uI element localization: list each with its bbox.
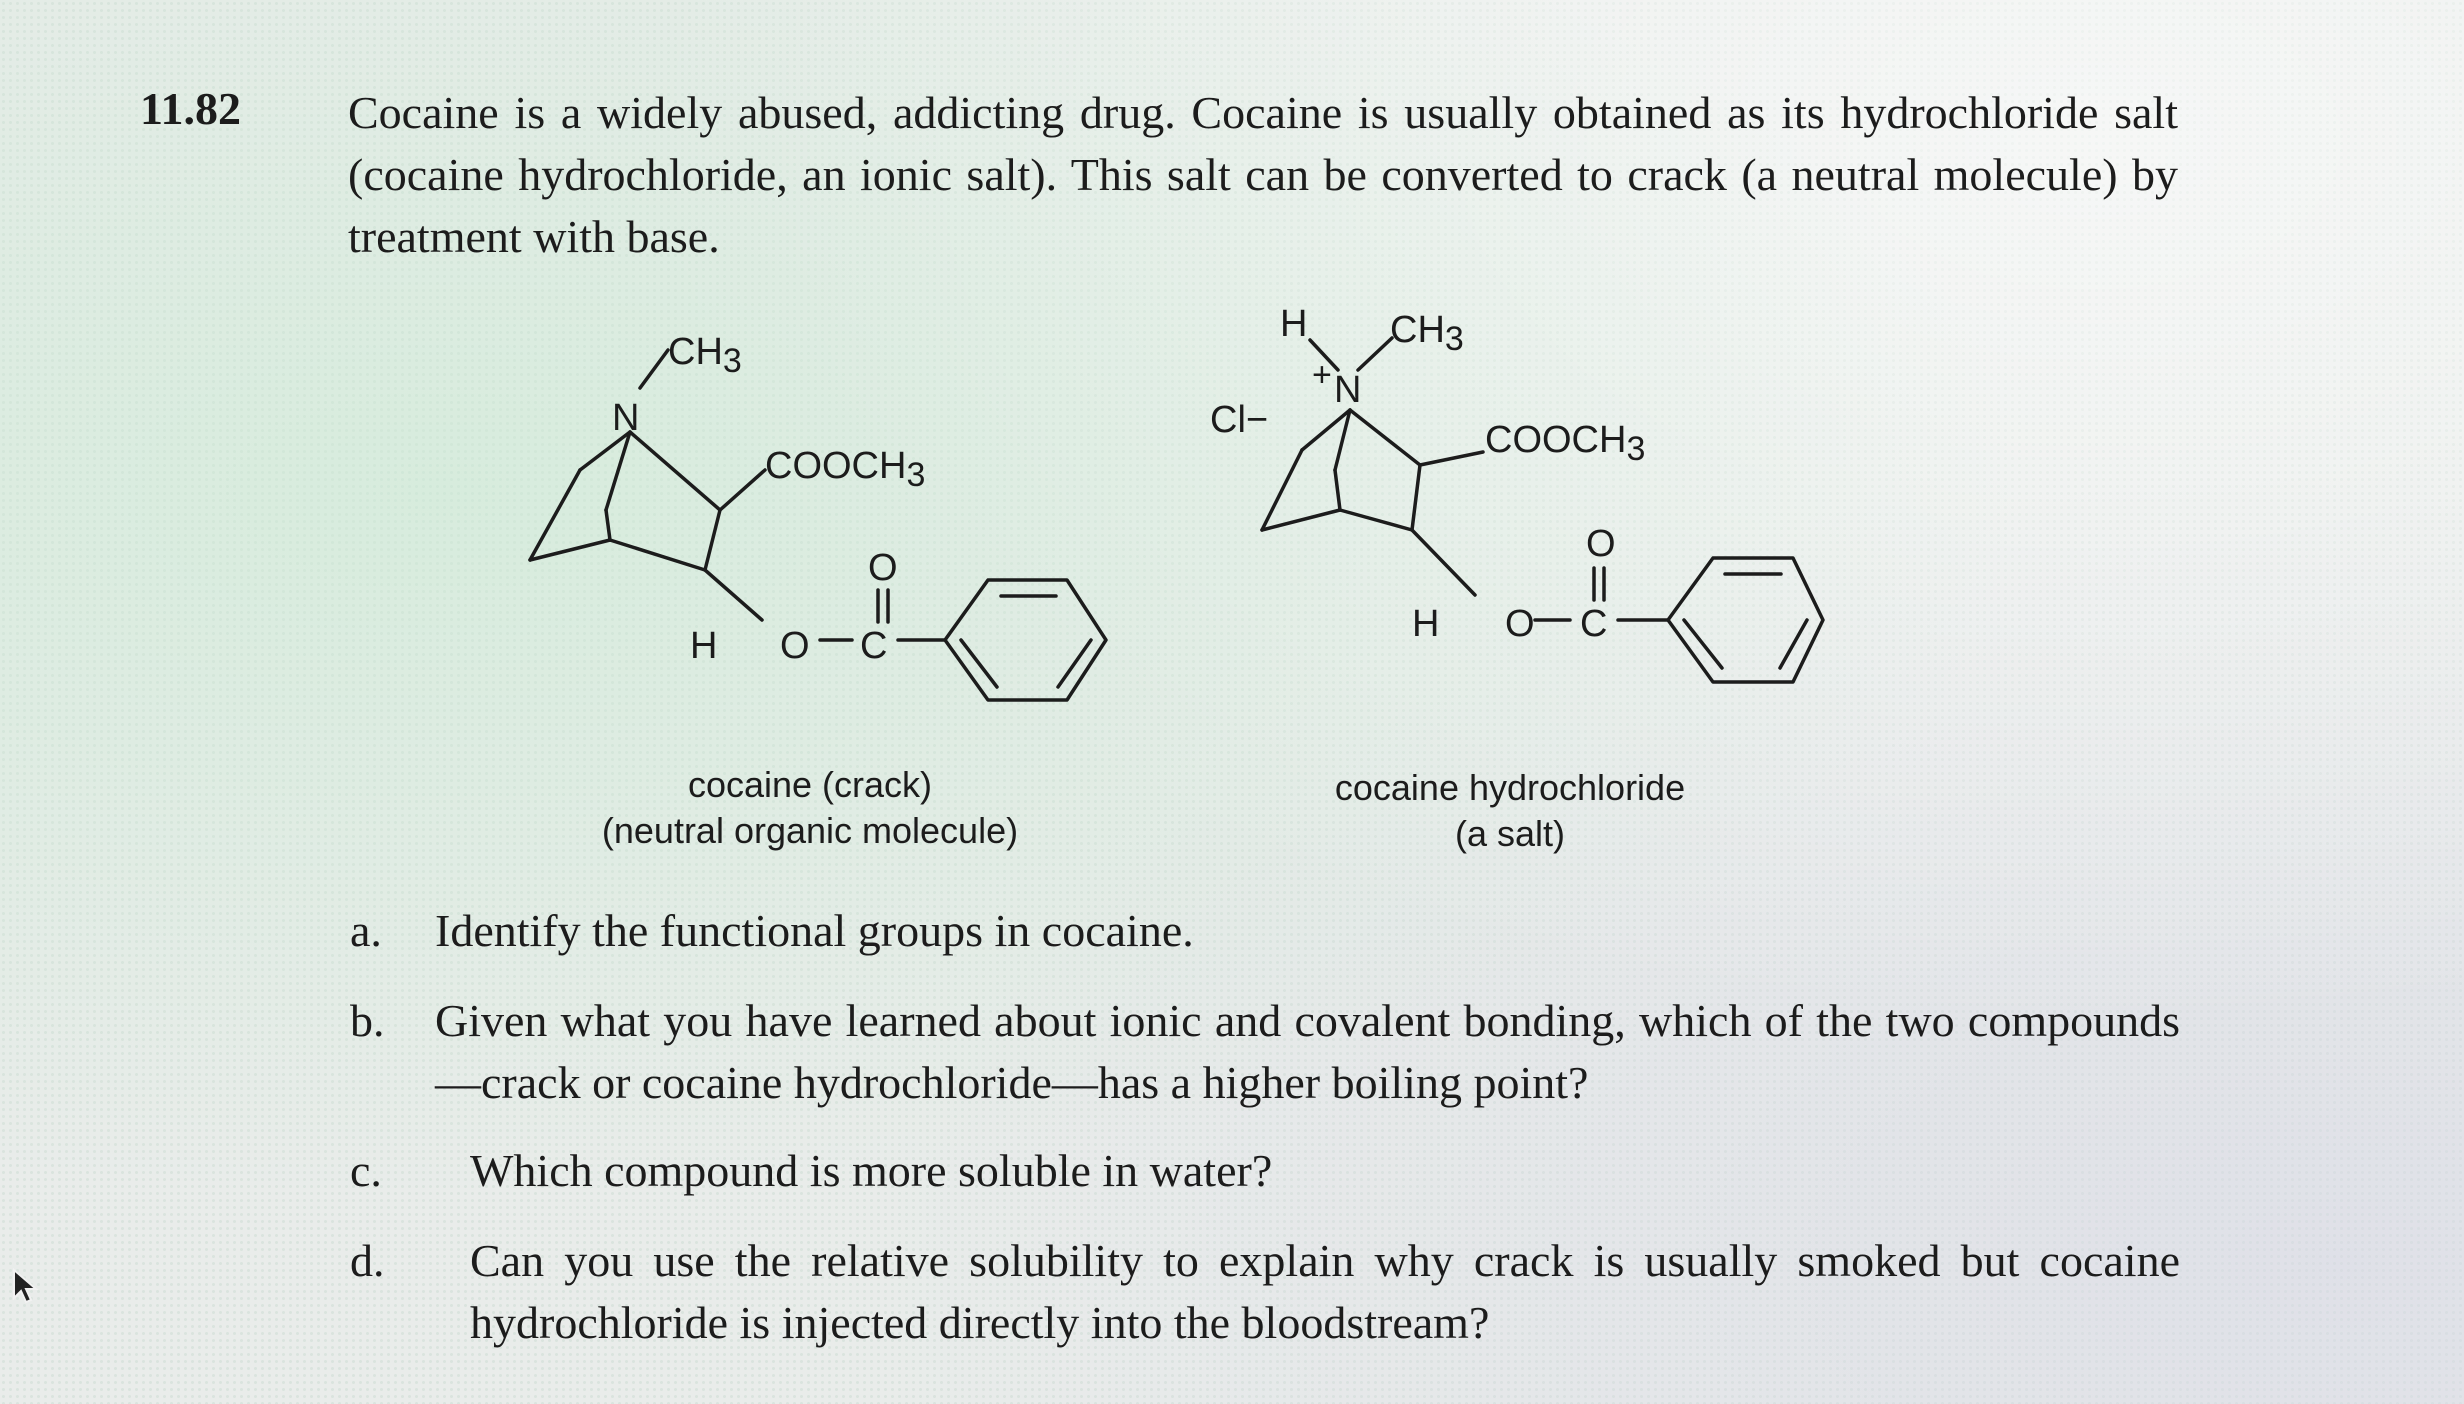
hcl-ester-o-label: O	[1505, 603, 1535, 645]
cocaine-caption	[560, 762, 1060, 854]
mouse-pointer-icon	[12, 1268, 42, 1309]
hcl-h-top-label: H	[1280, 303, 1308, 345]
hydrochloride-labels	[1210, 303, 1645, 645]
question-c-text: Which compound is more soluble in water?	[470, 1145, 1273, 1196]
cocaine-caption-line2: (neutral organic molecule)	[601, 810, 1019, 851]
cocaine-n-label: N	[612, 397, 640, 439]
hcl-cooch3-label: COOCH3	[1485, 419, 1646, 468]
chloride-label: Cl−	[1210, 399, 1269, 441]
question-d-letter: d.	[350, 1235, 385, 1286]
cocaine-ch3-label: CH3	[668, 331, 742, 380]
question-b-text: Given what you have learned about ionic and covalent bonding, which of the two compounds—crack or cocaine hydrochloride—has a higher boiling point?	[435, 995, 2180, 1108]
cocaine-carbonyl-o-label: O	[868, 547, 898, 589]
hcl-ch3-label: CH3	[1390, 309, 1464, 358]
question-d-text: Can you use the relative solubility to explain why crack is usually smoked but cocaine hydrochloride is injected directly into the bloodstream?	[470, 1235, 2180, 1348]
cocaine-labels	[612, 331, 925, 667]
question-a-letter: a.	[350, 905, 382, 956]
cocaine-caption-line1: cocaine (crack)	[687, 764, 933, 805]
hcl-h-label: H	[1412, 603, 1440, 645]
cocaine-h-label: H	[690, 625, 718, 667]
hydrochloride-caption-line1: cocaine hydrochloride	[1334, 767, 1686, 808]
hcl-carbonyl-o-label: O	[1586, 523, 1616, 565]
hcl-n-label: N	[1334, 369, 1362, 411]
question-a-text: Identify the functional groups in cocaine.	[435, 905, 1194, 956]
cocaine-ester-c-label: C	[860, 625, 888, 667]
problem-number: 11.82	[140, 83, 241, 134]
cocaine-structure	[530, 350, 1106, 700]
question-c-letter: c.	[350, 1145, 382, 1196]
cocaine-hydrochloride-structure	[1262, 338, 1823, 682]
question-b-letter: b.	[350, 995, 385, 1046]
problem-intro: Cocaine is a widely abused, addicting drug. Cocaine is usually obtained as its hydrochloride salt (cocaine hydrochloride, an ionic salt). This salt can be converted to crack (a neutral molecule) by treatment with base.	[348, 87, 2178, 262]
hydrochloride-caption	[1300, 765, 1720, 857]
cocaine-ester-o-label: O	[780, 625, 810, 667]
hcl-charge-label: +	[1312, 356, 1332, 394]
cocaine-cooch3-label: COOCH3	[765, 445, 926, 494]
hcl-ester-c-label: C	[1580, 603, 1608, 645]
hydrochloride-caption-line2: (a salt)	[1454, 813, 1566, 854]
